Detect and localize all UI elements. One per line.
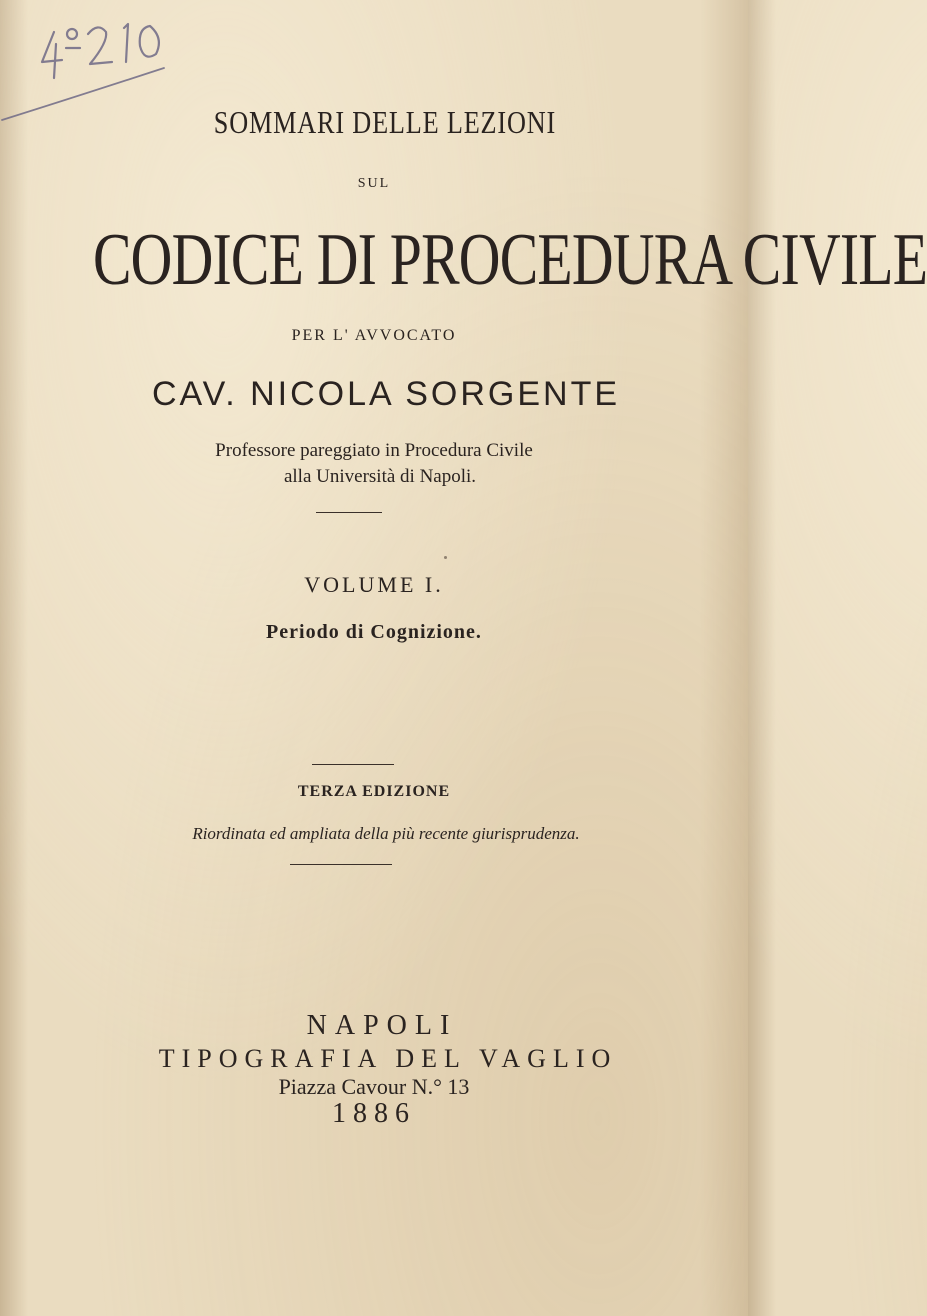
divider-rule-3	[290, 864, 392, 865]
publisher-address: Piazza Cavour N.° 13	[278, 1074, 470, 1099]
divider-rule-2	[312, 764, 394, 765]
paper-speck	[444, 556, 447, 559]
author-role-line-1: Professore pareggiato in Procedura Civile	[215, 440, 533, 461]
edition-label: TERZA EDIZIONE	[297, 783, 451, 800]
author-role-line-2: alla Università di Napoli.	[283, 466, 477, 487]
title-line-2: SUL	[357, 176, 391, 191]
divider-rule-1	[316, 512, 382, 513]
main-title: CODICE DI PROCEDURA CIVILE	[92, 219, 927, 301]
publication-year: 1886	[332, 1098, 416, 1129]
publisher-city: NAPOLI	[306, 1010, 458, 1041]
volume-subtitle: Periodo di Cognizione.	[266, 621, 482, 643]
per-avvocato-line: PER L' AVVOCATO	[291, 327, 457, 344]
author-name: CAV. NICOLA SORGENTE	[151, 375, 621, 413]
edition-note: Riordinata ed ampliata della più recente giurisprudenza.	[192, 824, 580, 843]
volume-label: VOLUME I.	[304, 572, 444, 597]
title-line-1: SOMMARI DELLE LEZIONI	[213, 104, 557, 140]
publisher-name: TIPOGRAFIA DEL VAGLIO	[158, 1044, 618, 1073]
